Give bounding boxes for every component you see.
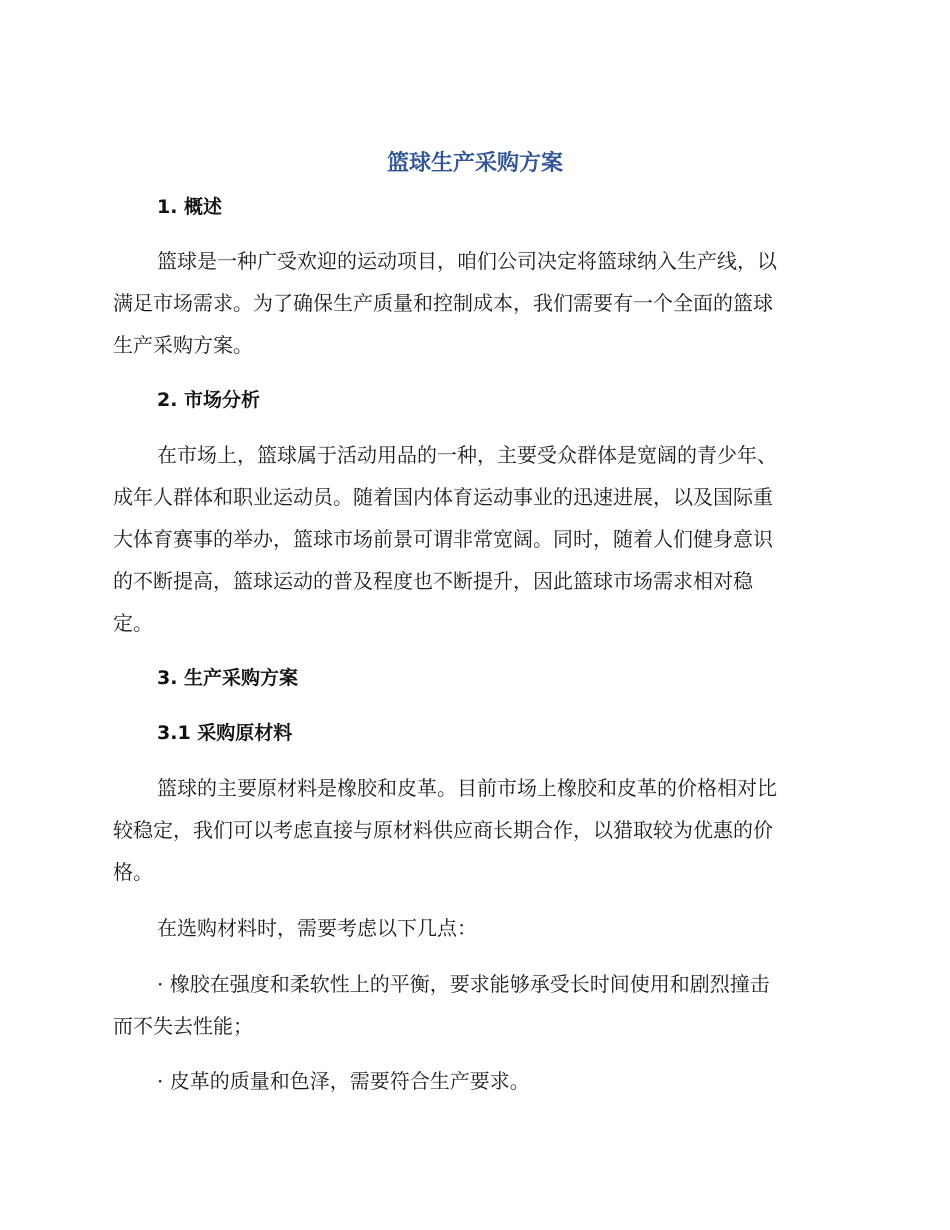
- document-title: 篮球生产采购方案: [386, 151, 563, 176]
- paragraph-line: 成年人群体和职业运动员。随着国内体育运动事业的迅速进展，以及国际重: [113, 485, 773, 509]
- paragraph-line: 定。: [113, 611, 153, 635]
- paragraph-line: 满足市场需求。为了确保生产质量和控制成本，我们需要有一个全面的篮球: [113, 291, 773, 315]
- paragraph-line: 在市场上，篮球属于活动用品的一种，主要受众群体是宽阔的青少年、: [157, 443, 777, 467]
- paragraph-line: 生产采购方案。: [113, 333, 253, 357]
- section-heading-overview: 1. 概述: [157, 196, 223, 218]
- paragraph-line: 在选购材料时，需要考虑以下几点：: [157, 916, 477, 940]
- bullet-line: · 皮革的质量和色泽，需要符合生产要求。: [157, 1069, 530, 1093]
- bullet-item-rubber: [113, 963, 837, 1047]
- bullet-line: · 橡胶在强度和柔软性上的平衡，要求能够承受长时间使用和剧烈撞击: [157, 972, 770, 996]
- selection-intro-paragraph: [113, 907, 837, 949]
- paragraph-line: 格。: [113, 860, 153, 884]
- section-heading-market-analysis: 2. 市场分析: [157, 389, 261, 411]
- paragraph-line: 篮球的主要原材料是橡胶和皮革。目前市场上橡胶和皮革的价格相对比: [157, 776, 777, 800]
- paragraph-line: 较稳定，我们可以考虑直接与原材料供应商长期合作，以猎取较为优惠的价: [113, 818, 773, 842]
- section-heading-raw-materials: 3.1 采购原材料: [157, 722, 293, 744]
- bullet-item-leather: [113, 1060, 837, 1102]
- paragraph-line: 的不断提高，篮球运动的普及程度也不断提升，因此篮球市场需求相对稳: [113, 569, 753, 593]
- section-heading-production-purchase-plan: 3. 生产采购方案: [157, 667, 299, 689]
- paragraph-line: 篮球是一种广受欢迎的运动项目，咱们公司决定将篮球纳入生产线，以: [157, 249, 777, 273]
- paragraph-line: 大体育赛事的举办，篮球市场前景可谓非常宽阔。同时，随着人们健身意识: [113, 527, 773, 551]
- bullet-line: 而不失去性能；: [113, 1014, 253, 1038]
- overview-paragraph: [113, 240, 837, 366]
- market-analysis-paragraph: [113, 434, 837, 644]
- raw-materials-paragraph: [113, 767, 837, 893]
